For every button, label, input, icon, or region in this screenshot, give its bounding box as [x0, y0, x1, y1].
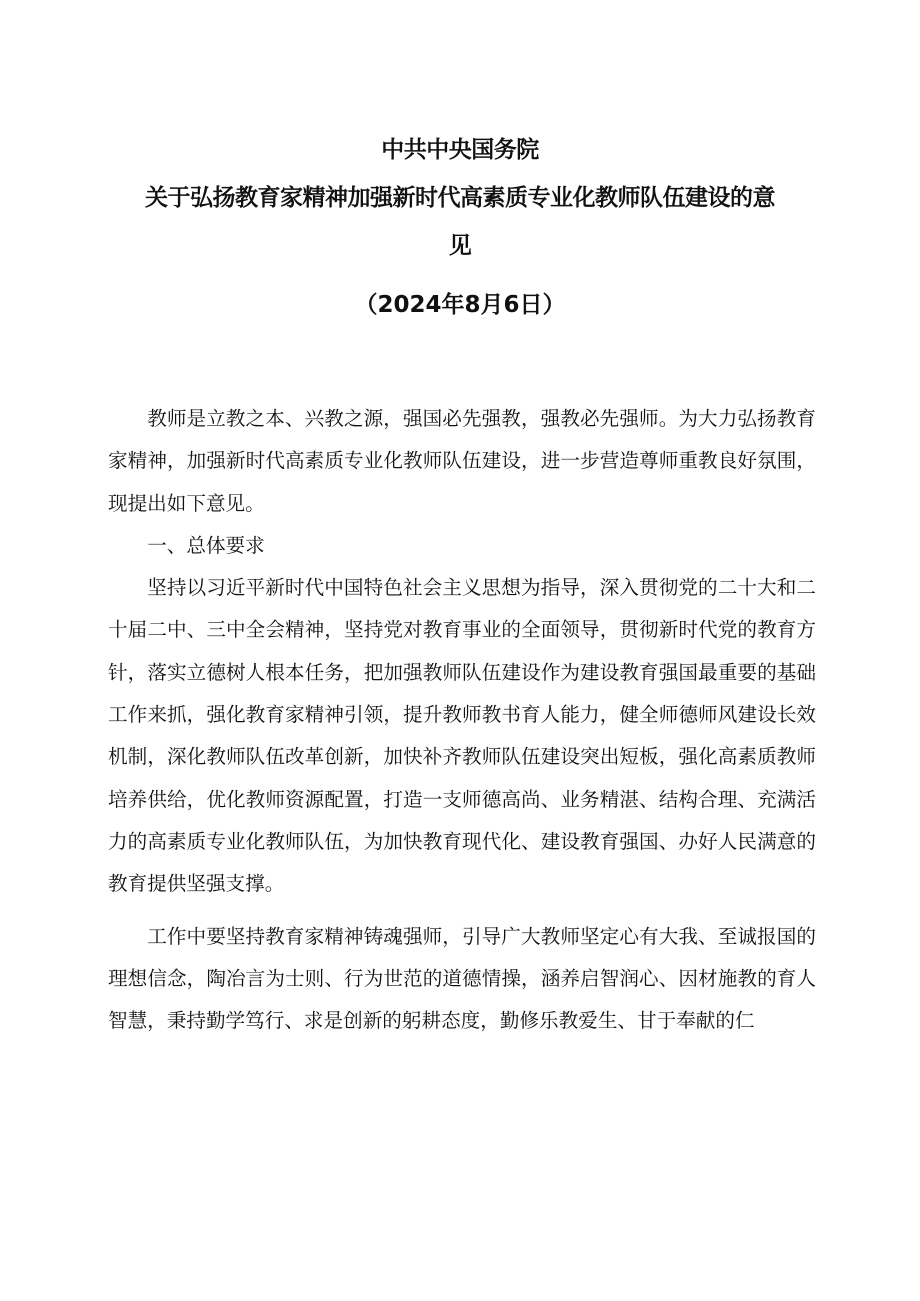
issuing-organization: 中共中央国务院 — [381, 137, 539, 163]
document-body — [108, 398, 816, 1042]
body-paragraph: 坚持以习近平新时代中国特色社会主义思想为指导，深入贯彻党的二十大和二十届二中、三中全会精神，坚持党对教育事业的全面领导，贯彻新时代党的教育方针，落实立德树人根本任务，把加强教师队伍建设作为建设教育强国最重要的基础工作来抓，强化教育家精神引领，提升教师教书育人能力，健全师德师风建设长效机制，深化教师队伍改革创新，加快补齐教师队伍建设突出短板，强化高素质教师培养供给，优化教师资源配置，打造一支师德高尚、业务精湛、结构合理、充满活力的高素质专业化教师队伍，为加快教育现代化、建设教育强国、办好人民满意的教育提供坚强支撑。 — [108, 576, 816, 896]
document-title-line-2: 见 — [448, 233, 472, 259]
document-date: （2024年8月6日） — [354, 292, 566, 318]
document-title-line-1: 关于弘扬教育家精神加强新时代高素质专业化教师队伍建设的意 — [145, 185, 775, 211]
section-heading: 一、总体要求 — [147, 533, 265, 557]
document-title-block — [110, 126, 810, 329]
body-paragraph: 工作中要坚持教育家精神铸魂强师，引导广大教师坚定心有大我、至诚报国的理想信念，陶冶言为士则、行为世范的道德情操，涵养启智润心、因材施教的育人智慧，秉持勤学笃行、求是创新的躬耕态度，勤修乐教爱生、甘于奉献的仁 — [108, 924, 816, 1033]
intro-paragraph: 教师是立教之本、兴教之源，强国必先强教，强教必先强师。为大力弘扬教育家精神，加强新时代高素质专业化教师队伍建设，进一步营造尊师重教良好氛围，现提出如下意见。 — [108, 407, 816, 515]
